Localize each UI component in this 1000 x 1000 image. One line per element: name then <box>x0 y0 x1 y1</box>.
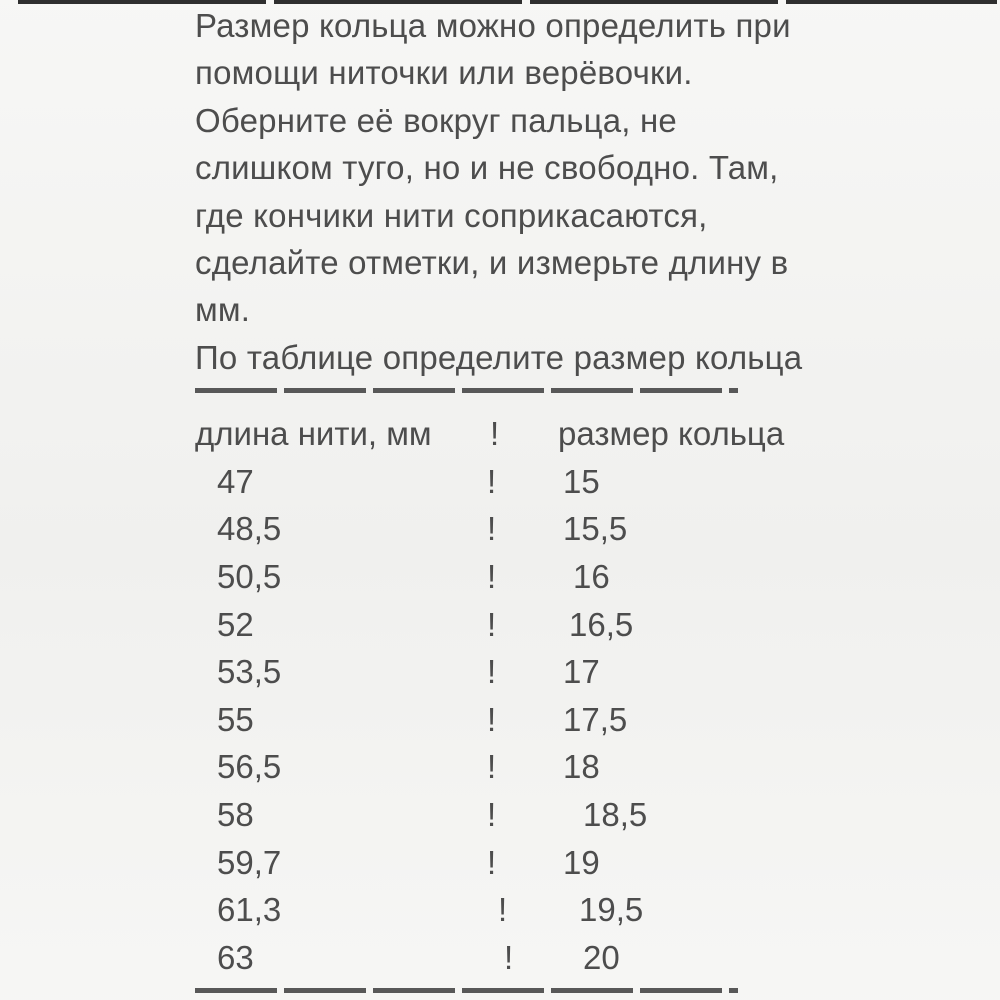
table-row <box>195 601 815 649</box>
header-dashed-rule <box>195 388 738 393</box>
table-row <box>195 886 815 934</box>
thread-length-value: 48,5 <box>217 510 282 548</box>
thread-length-value: 59,7 <box>217 843 282 881</box>
ring-size-value: 19 <box>563 843 600 881</box>
column-separator: ! <box>498 891 508 929</box>
column-header-ring-size: размер кольца <box>558 415 785 453</box>
column-separator: ! <box>487 796 497 833</box>
ring-size-value: 16,5 <box>569 605 634 643</box>
table-header-row <box>195 410 815 458</box>
ring-size-value: 18 <box>563 748 600 786</box>
document-body <box>195 2 815 993</box>
column-separator: ! <box>487 700 497 738</box>
instruction-line: Оберните её вокруг пальца, не <box>195 101 677 139</box>
thread-length-value: 52 <box>217 605 254 643</box>
table-row <box>195 839 815 887</box>
instruction-line: По таблице определите размер кольца <box>195 338 803 376</box>
ring-size-value: 17 <box>563 653 600 691</box>
bottom-dashed-rule <box>195 988 738 993</box>
column-separator: ! <box>487 605 497 643</box>
table-row <box>195 791 815 839</box>
instruction-line: где кончики нити соприкасаются, <box>195 196 708 234</box>
instruction-line: слишком туго, но и не свободно. Там, <box>195 149 779 187</box>
column-separator: ! <box>487 558 497 596</box>
thread-length-value: 55 <box>217 700 254 738</box>
instruction-line: сделайте отметки, и измерьте длину в <box>195 244 789 282</box>
column-separator: ! <box>487 510 497 548</box>
thread-length-value: 50,5 <box>217 558 282 596</box>
table-row <box>195 553 815 601</box>
ring-size-value: 18,5 <box>583 796 648 833</box>
column-separator: ! <box>504 938 514 976</box>
column-separator: ! <box>487 462 497 500</box>
table-row <box>195 934 815 982</box>
instructions-paragraph <box>195 2 815 381</box>
ring-size-table <box>195 410 815 981</box>
instruction-line: мм. <box>195 291 251 329</box>
instruction-line: Размер кольца можно определить при <box>195 7 791 44</box>
table-row <box>195 696 815 744</box>
column-separator: ! <box>487 748 497 786</box>
column-separator: ! <box>490 415 500 453</box>
table-row <box>195 743 815 791</box>
thread-length-value: 61,3 <box>217 891 282 929</box>
ring-size-value: 19,5 <box>579 891 644 929</box>
ring-size-value: 20 <box>583 938 620 976</box>
ring-size-value: 15,5 <box>563 510 628 548</box>
thread-length-value: 53,5 <box>217 653 282 691</box>
thread-length-value: 63 <box>217 938 254 976</box>
table-row <box>195 505 815 553</box>
thread-length-value: 47 <box>217 462 254 500</box>
instruction-line: помощи ниточки или верёвочки. <box>195 54 693 92</box>
ring-size-value: 17,5 <box>563 700 628 738</box>
column-separator: ! <box>487 653 497 691</box>
table-row <box>195 648 815 696</box>
ring-size-value: 16 <box>573 558 610 596</box>
ring-size-value: 15 <box>563 462 600 500</box>
table-row <box>195 458 815 506</box>
column-header-thread-length: длина нити, мм <box>195 415 432 453</box>
thread-length-value: 56,5 <box>217 748 282 786</box>
column-separator: ! <box>487 843 497 881</box>
thread-length-value: 58 <box>217 796 254 833</box>
